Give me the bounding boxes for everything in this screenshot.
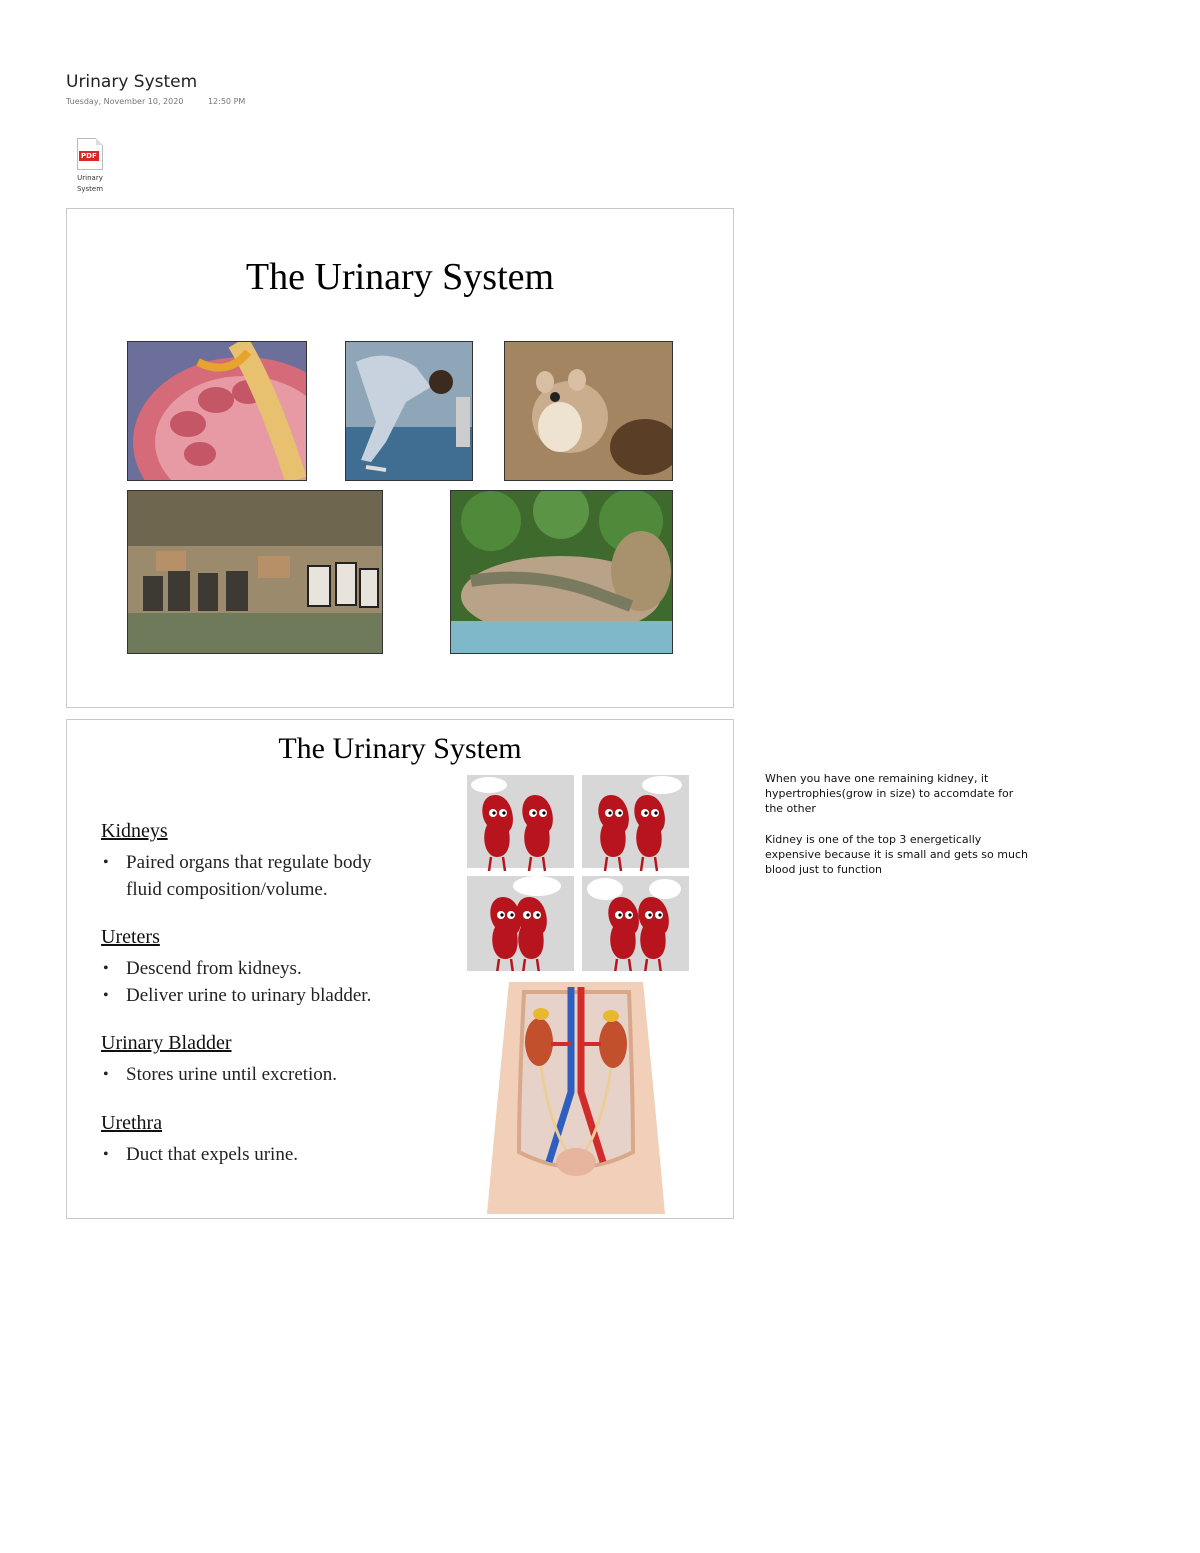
pdf-attachment[interactable]: [70, 138, 110, 195]
bullet-list: [101, 1061, 337, 1088]
bullet-item: • Descend from kidneys.: [101, 955, 371, 982]
section-heading: Ureters: [101, 926, 160, 948]
slide-2-title: The Urinary System: [278, 732, 522, 765]
bullet-item: • Stores urine until excretion.: [101, 1061, 337, 1088]
bullet-item: • Deliver urine to urinary bladder.: [101, 982, 371, 1009]
section-heading: Urethra: [101, 1112, 163, 1134]
slide-1-title: The Urinary System: [245, 256, 555, 298]
bullet-list: [101, 849, 411, 903]
date-text: Tuesday, November 10, 2020: [66, 97, 184, 106]
iguana-on-rock-image: [450, 490, 673, 654]
attachment-label-line2: System: [76, 185, 104, 193]
bullet-item: • Paired organs that regulate body fluid composition/volume.: [101, 849, 411, 903]
page-title: Urinary System: [66, 72, 198, 92]
attachment-label-line1: Urinary: [77, 174, 103, 182]
note-paragraph: Kidney is one of the top 3 energetically expensive because it is small and gets so much blood just to function: [765, 833, 1028, 876]
section-heading: Kidneys: [101, 820, 168, 842]
pdf-file-icon: [77, 138, 103, 170]
time-text: 12:50 PM: [207, 97, 246, 106]
attachment-label: [70, 173, 110, 195]
bullet-list: [101, 955, 371, 1009]
section-urinary-bladder: [101, 1032, 337, 1088]
bullet-list: [101, 1141, 298, 1168]
note-paragraph: When you have one remaining kidney, it hypertrophies(grow in size) to accomdate for the other: [765, 772, 1014, 815]
side-notes: [765, 771, 1030, 893]
section-urethra: [101, 1112, 298, 1168]
kangaroo-rat-image: [504, 341, 673, 481]
urinary-anatomy-illustration: [479, 982, 673, 1214]
section-kidneys: [101, 820, 411, 903]
section-heading: Urinary Bladder: [101, 1032, 232, 1054]
kidney-cross-section-image: [127, 341, 307, 481]
slide-2: [66, 719, 734, 1219]
section-ureters: [101, 926, 371, 1009]
page-date: [66, 97, 267, 106]
kidney-cartoon-comic-image: [467, 775, 689, 971]
animals-at-waterhole-image: [127, 490, 383, 654]
man-drinking-water-image: [345, 341, 473, 481]
pdf-badge: PDF: [81, 152, 97, 160]
slide-1: [66, 208, 734, 708]
bullet-item: • Duct that expels urine.: [101, 1141, 298, 1168]
